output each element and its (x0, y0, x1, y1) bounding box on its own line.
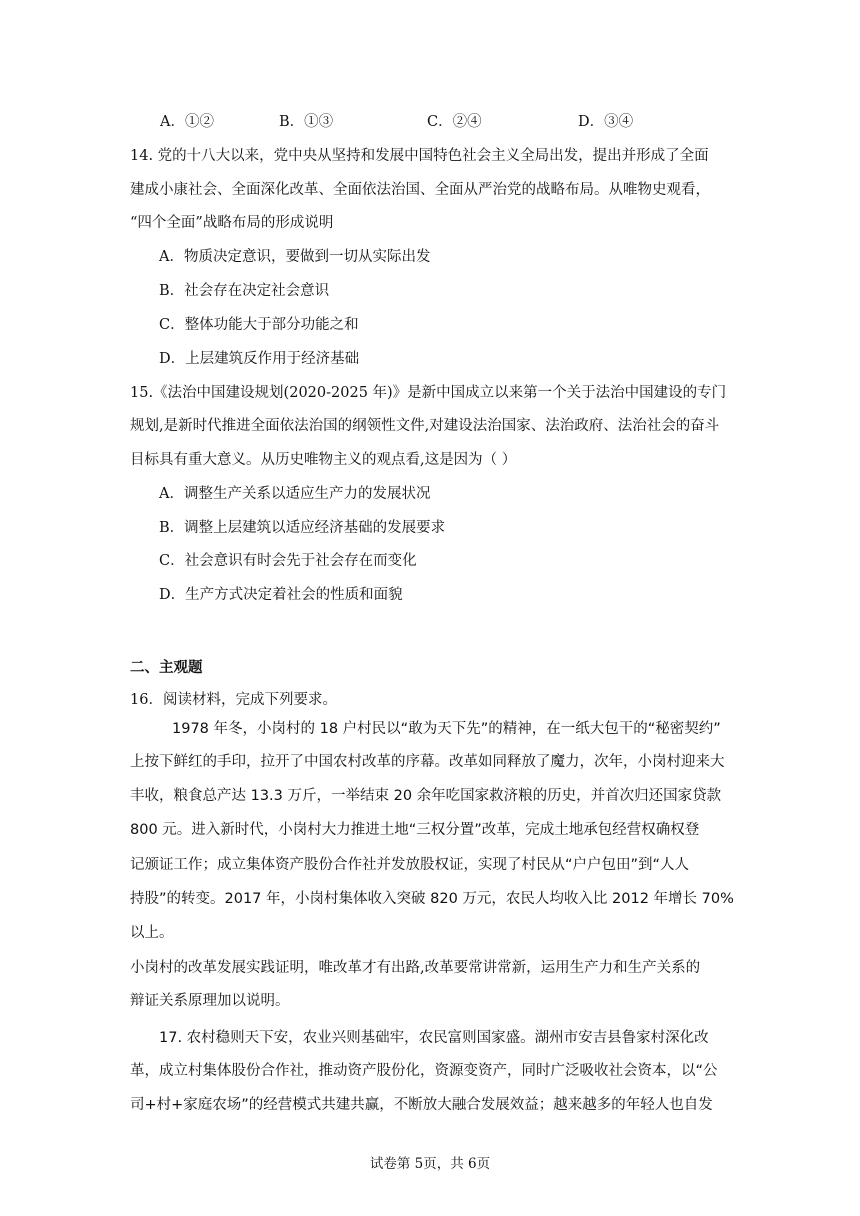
q17-line-1: 17. 农村稳则天下安，农业兴则基础牢，农民富则国家盛。湖州市安吉县鲁家村深化改 (159, 1030, 709, 1046)
q14-option-c: C．整体功能大于部分功能之和 (159, 317, 359, 333)
q16-material-line-3: 丰收，粮食总产达 13.3 万斤，一举结束 20 余年吃国家救济粮的历史，并首次归还国家贷款 (130, 788, 722, 804)
q15-stem-line-2: 规划,是新时代推进全面依法治国的纲领性文件,对建设法治国家、法治政府、法治社会的奋斗 (130, 418, 720, 434)
q17-line-2: 革，成立村集体股份合作社，推动资产股份化，资源变资产，同时广泛吸收社会资本，以“公 (130, 1063, 718, 1079)
q16-material-line-6: 持股”的转变。2017 年，小岗村集体收入突破 820 万元，农民人均收入比 2012 年增长 70% (130, 891, 734, 907)
q16-material-line-1: 1978 年冬，小岗村的 18 户村民以“敢为天下先”的精神，在一纸大包干的“秘密契约” (172, 721, 721, 737)
q15-stem-line-3: 目标具有重大意义。从历史唯物主义的观点看,这是因为（ ） (130, 452, 517, 468)
q16-task-line-2: 辩证关系原理加以说明。 (130, 993, 290, 1009)
q14-stem-line-2: 建成小康社会、全面深化改革、全面依法治国、全面从严治党的战略布局。从唯物史观看， (130, 182, 710, 198)
q13-option-d: D．③④ (578, 114, 634, 130)
q14-option-d: D．上层建筑反作用于经济基础 (159, 351, 360, 367)
q14-stem-line-1: 14. 党的十八大以来，党中央从坚持和发展中国特色社会主义全局出发，提出并形成了全面 (130, 148, 709, 164)
section-title: 二、主观题 (130, 660, 203, 676)
q14-stem-line-3: “四个全面”战略布局的形成说明 (130, 215, 334, 231)
q16-material-line-2: 上按下鲜红的手印，拉开了中国农村改革的序幕。改革如同释放了魔力，次年，小岗村迎来大 (130, 754, 725, 770)
q16-material-line-4: 800 元。进入新时代，小岗村大力推进土地“三权分置”改革，完成土地承包经营权确权登 (130, 822, 700, 838)
q15-option-b: B．调整上层建筑以适应经济基础的发展要求 (159, 520, 446, 536)
q14-option-a: A．物质决定意识，要做到一切从实际出发 (159, 249, 431, 265)
q13-option-a: A．①② (160, 114, 214, 130)
q16-intro: 16．阅读材料，完成下列要求。 (130, 692, 337, 708)
q16-material-line-7: 以上。 (130, 925, 174, 941)
q13-options (0, 112, 860, 132)
q15-option-a: A．调整生产关系以适应生产力的发展状况 (159, 486, 431, 502)
q16-task-line-1: 小岗村的改革发展实践证明，唯改革才有出路,改革要常讲常新，运用生产力和生产关系的 (130, 960, 701, 976)
q16-material-line-5: 记颁证工作；成立集体资产股份合作社并发放股权证，实现了村民从“户户包田”到“人人 (130, 857, 690, 873)
q15-option-c: C．社会意识有时会先于社会存在而变化 (159, 553, 417, 569)
page-footer: 试卷第 5页，共 6页 (369, 1156, 491, 1172)
q13-option-b: B．①③ (279, 114, 334, 130)
q15-stem-line-1: 15.《法治中国建设规划(2020-2025 年)》是新中国成立以来第一个关于法治中国建设的专门 (130, 385, 727, 401)
q17-line-3: 司+村+家庭农场”的经营模式共建共赢，不断放大融合发展效益；越来越多的年轻人也自发 (130, 1097, 713, 1113)
q13-option-c: C．②④ (427, 114, 482, 130)
q15-option-d: D．生产方式决定着社会的性质和面貌 (159, 587, 403, 603)
q14-option-b: B．社会存在决定社会意识 (159, 283, 330, 299)
